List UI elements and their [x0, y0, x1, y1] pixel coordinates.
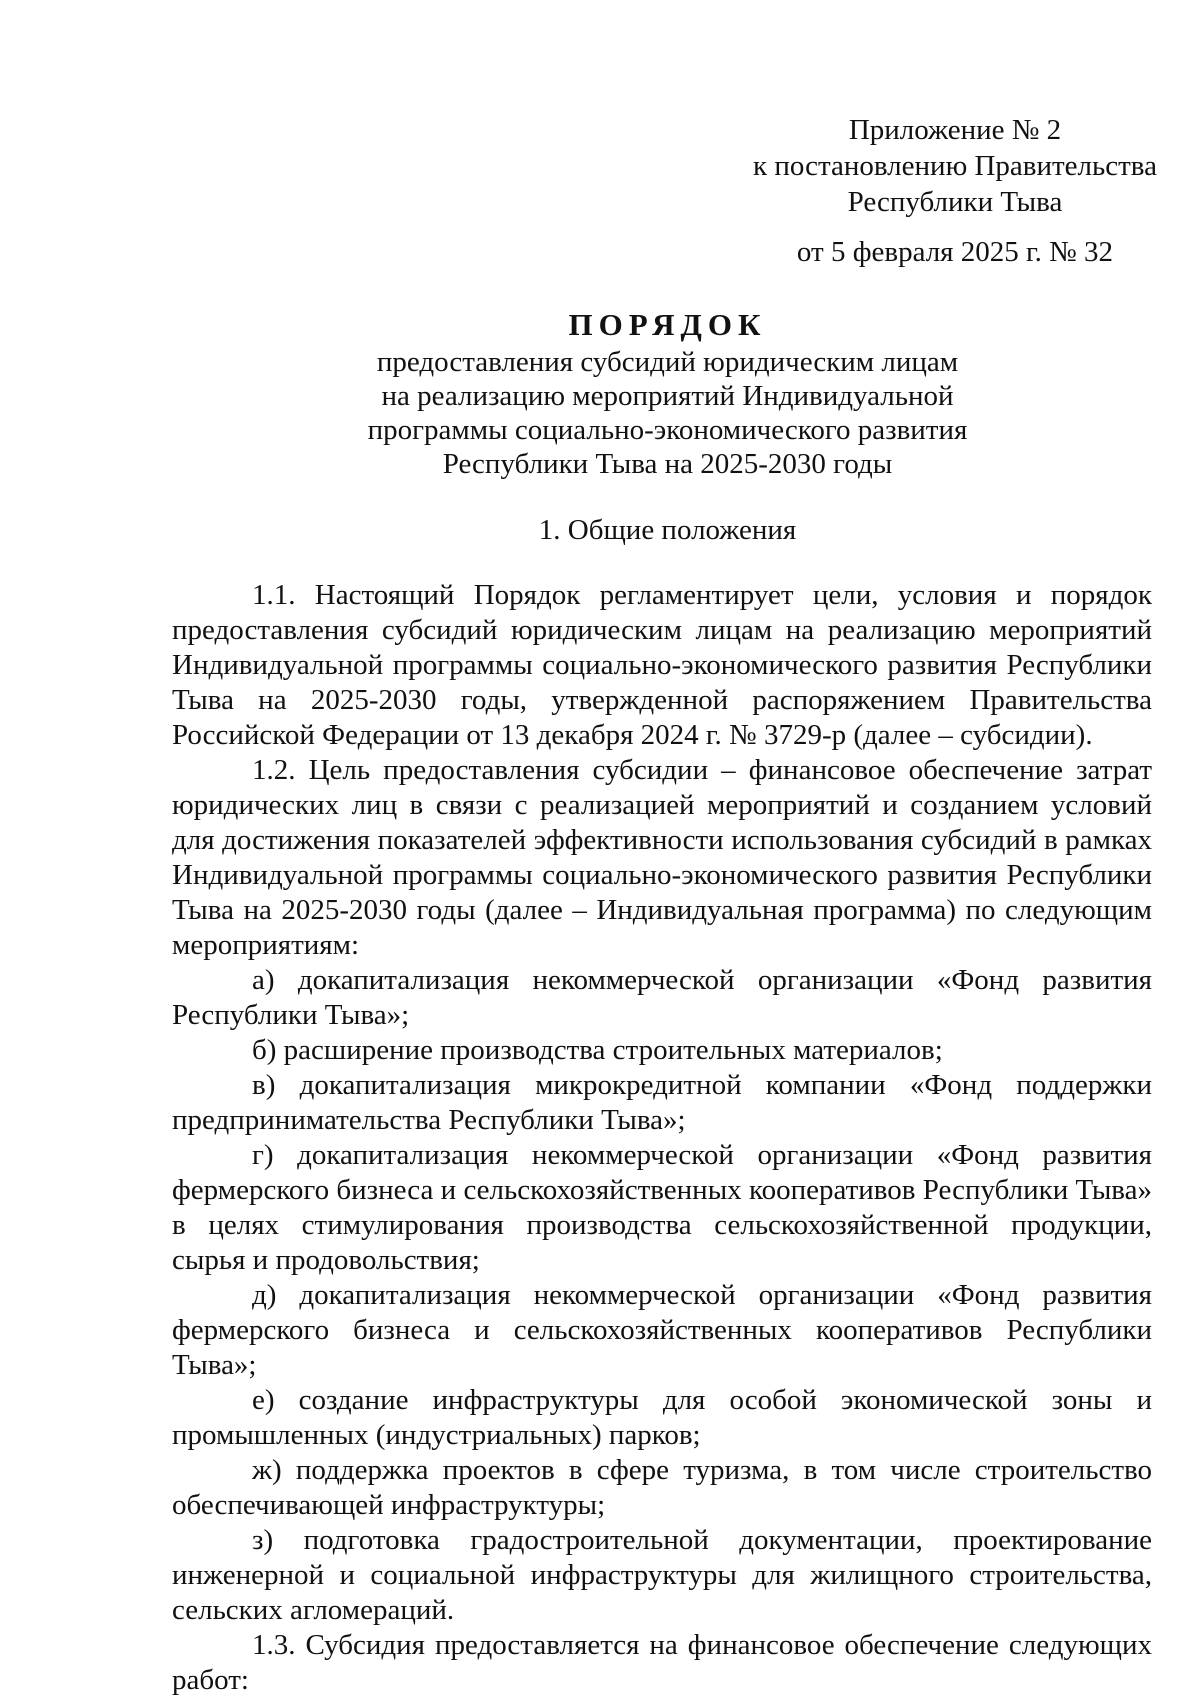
appendix-resolution: к постановлению Правительства [753, 150, 1157, 182]
list-item-v: в) докапитализация микрокредитной компании «Фонд поддержки предпринимательства Республики Тыва»; [172, 1069, 1152, 1136]
list-item-a: а) докапитализация некоммерческой организации «Фонд развития Республики Тыва»; [172, 964, 1152, 1031]
list-item-g: г) докапитализация некоммерческой организации «Фонд развития фермерского бизнеса и сельскохозяйственных кооперативов Республики Тыва» в целях стимулирования производства сельскохозяйственной продукции, сырья и продовольствия; [172, 1139, 1152, 1276]
subtitle-line: Республики Тыва на 2025-2030 годы [442, 448, 893, 480]
paragraph-1-3: 1.3. Субсидия предоставляется на финансовое обеспечение следующих работ: [172, 1629, 1152, 1696]
section-heading: 1. Общие положения [538, 514, 797, 546]
list-item-d: д) докапитализация некоммерческой организации «Фонд развития фермерского бизнеса и сельскохозяйственных кооперативов Республики Тыва»; [172, 1279, 1152, 1381]
list-item-zh: ж) поддержка проектов в сфере туризма, в том числе строительство обеспечивающей инфраструктуры; [172, 1454, 1152, 1521]
paragraph-1-1: 1.1. Настоящий Порядок регламентирует цели, условия и порядок предоставления субсидий юридическим лицам на реализацию мероприятий Индивидуальной программы социально-экономического развития Республики Тыва на 2025-2030 годы, утвержденной распоряжением Правительства Российской Федерации от 13 декабря 2024 г. № 3729-р (далее – субсидии). [172, 579, 1152, 751]
paragraph-1-2: 1.2. Цель предоставления субсидии – финансовое обеспечение затрат юридических лиц в связи с реализацией мероприятий и созданием условий для достижения показателей эффективности использования субсидий в рамках Индивидуальной программы социально-экономического развития Республики Тыва на 2025-2030 годы (далее – Индивидуальная программа) по следующим мероприятиям: [172, 754, 1152, 961]
list-item-z: з) подготовка градостроительной документации, проектирование инженерной и социальной инфраструктуры для жилищного строительства, сельских агломераций. [172, 1524, 1152, 1626]
subtitle-line: на реализацию мероприятий Индивидуальной [381, 380, 954, 412]
body-text [172, 578, 1152, 1698]
document-title: ПОРЯДОК [568, 307, 767, 342]
subtitle-line: программы социально-экономического развития [367, 414, 968, 446]
list-item-e: е) создание инфраструктуры для особой экономической зоны и промышленных (индустриальных) парков; [172, 1384, 1152, 1451]
appendix-block [745, 112, 1165, 220]
list-item-b: б) расширение производства строительных материалов; [252, 1034, 943, 1066]
appendix-republic: Республики Тыва [847, 186, 1063, 218]
appendix-date: от 5 февраля 2025 г. № 32 [796, 236, 1114, 268]
subtitle-line: предоставления субсидий юридическим лицам [376, 346, 959, 378]
document-subtitle [0, 345, 1200, 481]
appendix-number: Приложение № 2 [848, 114, 1062, 146]
